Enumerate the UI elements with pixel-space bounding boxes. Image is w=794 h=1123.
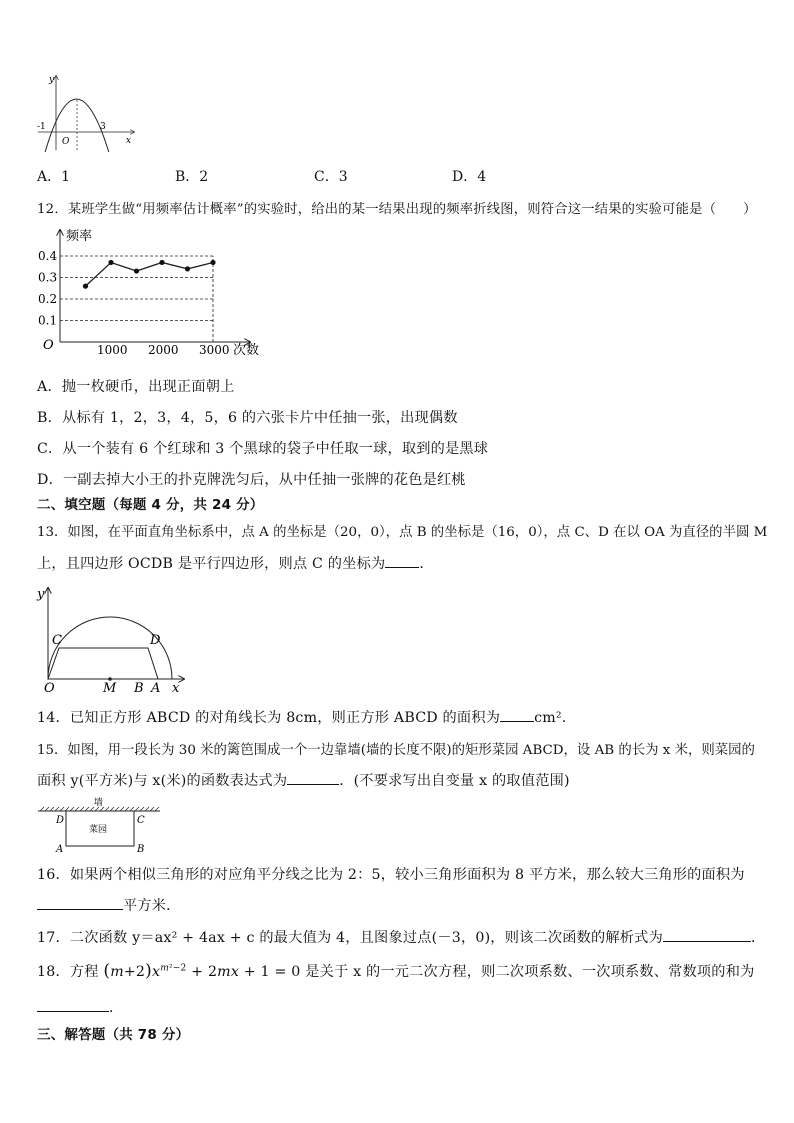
q13-parallelogram: [48, 648, 158, 679]
q15-wall-label: 墙: [94, 798, 104, 808]
q13-point-m-label: M: [103, 681, 117, 696]
q13-line2: [37, 553, 434, 573]
q12-data-point: [159, 260, 164, 265]
q17-line: [37, 927, 765, 947]
q13-origin-label: O: [44, 681, 55, 696]
q18-tail: ．: [109, 1000, 124, 1016]
q11-option-c: C．3: [314, 169, 348, 185]
q13-point-d-label: D: [150, 633, 161, 648]
q12-data-point: [210, 260, 215, 265]
q18-post: 是关于 x 的一元二次方程，则二次项系数、一次项系数、常数项的和为: [305, 964, 755, 980]
q12-x-axis-label: 次数: [233, 343, 260, 358]
q11-origin-label: O: [62, 137, 70, 147]
q11-option-d: D．4: [452, 169, 487, 185]
q11-neg1-label: -1: [37, 122, 46, 132]
q12-data-point: [108, 260, 113, 265]
q14-unit: cm²．: [534, 710, 577, 726]
section-3-heading: 三、解答题（共 78 分）: [37, 1027, 190, 1043]
q18-pre: 18．方程: [37, 964, 99, 980]
q15-garden-figure: [36, 796, 164, 854]
q12-option-d: D．一副去掉大小王的扑克牌洗匀后，从中任抽一张牌的花色是红桃: [37, 472, 466, 488]
q12-xtick-label: 2000: [148, 343, 179, 357]
q12-origin-label: O: [43, 338, 54, 353]
q12-ytick-label: 0.3: [38, 270, 58, 285]
q13-line2-text: 上，且四边形 OCDB 是平行四边形，则点 C 的坐标为: [37, 556, 386, 572]
q12-xtick-label: 3000: [199, 343, 230, 357]
q12-data-point: [134, 268, 139, 273]
q12-data-point: [83, 284, 88, 289]
q12-stem: 12．某班学生做“用频率估计概率”的实验时，给出的某一结果出现的频率折线图，则符合这一结果的实验可能是（ ）: [37, 202, 757, 217]
q14-text: 14．已知正方形 ABCD 的对角线长为 8cm，则正方形 ABCD 的面积为: [37, 710, 501, 726]
q11-option-b: B．2: [175, 169, 209, 185]
q12-frequency-chart: [36, 226, 276, 360]
q17-answer-blank[interactable]: [663, 941, 751, 942]
q15-answer-blank[interactable]: [287, 784, 339, 785]
q12-option-a: A．抛一枚硬币，出现正面朝上: [37, 379, 235, 395]
q11-x-label: x: [126, 136, 132, 146]
q13-answer-blank[interactable]: [385, 567, 419, 568]
q12-y-axis-label: 频率: [66, 229, 93, 244]
q15-line1: 15．如图，用一段长为 30 米的篱笆围成一个一边靠墙(墙的长度不限)的矩形菜园 ABCD，设 AB 的长为 x 米，则菜园的: [37, 743, 755, 758]
q13-point-c-label: C: [52, 633, 62, 648]
q13-tail: ．: [419, 556, 434, 572]
q15-line2-text: 面积 y(平方米)与 x(米)的函数表达式为: [37, 773, 288, 789]
q11-parabola-graph: [36, 72, 140, 152]
q13-point-a-label: A: [151, 681, 161, 696]
q15-point-c-label: C: [137, 815, 145, 826]
q11-three-label: 3: [100, 122, 106, 132]
q14-answer-blank[interactable]: [500, 721, 534, 722]
q13-semicircle-figure: [34, 584, 194, 696]
q13-point-b-label: B: [134, 681, 144, 696]
q18-line: [37, 961, 754, 981]
q17-text: 17．二次函数 y＝ax² + 4ax + c 的最大值为 4，且图象过点(－3，0)，则该二次函数的解析式为: [37, 930, 663, 946]
q18-equation: $(m+2)x^{m^2-2} + 2mx + 1 = 0$: [103, 961, 306, 981]
q11-y-label: y: [49, 75, 55, 85]
q15-line2-tail: ．(不要求写出自变量 x 的取值范围): [339, 773, 570, 789]
q18-line2: [37, 997, 123, 1017]
q15-point-d-label: D: [56, 815, 65, 826]
q14-line: [37, 707, 576, 727]
q12-ytick-label: 0.4: [38, 249, 58, 263]
q18-answer-blank[interactable]: [37, 1011, 109, 1012]
q12-frequency-line: [86, 262, 214, 286]
q12-option-c: C．从一个装有 6 个红球和 3 个黑球的袋子中任取一球，取到的是黑球: [37, 441, 489, 457]
q15-point-a-label: A: [56, 844, 64, 854]
q15-line2: [37, 770, 570, 790]
q16-line2: [37, 895, 181, 915]
q12-ytick-label: 0.2: [38, 292, 58, 306]
q12-option-b: B．从标有 1，2，3，4，5，6 的六张卡片中任抽一张，出现偶数: [37, 410, 458, 426]
q12-xtick-label: 1000: [97, 343, 128, 357]
q11-option-a: A．1: [37, 169, 71, 185]
q12-ytick-label: 0.1: [38, 313, 58, 328]
q12-data-point: [185, 266, 190, 271]
q13-line1: 13．如图，在平面直角坐标系中，点 A 的坐标是（20，0），点 B 的坐标是（16，0），点 C、D 在以 OA 为直径的半圆 M: [37, 525, 768, 540]
q17-tail: ．: [750, 930, 766, 946]
q15-garden-label: 菜园: [89, 825, 108, 835]
q15-point-b-label: B: [137, 844, 145, 854]
section-2-heading: 二、填空题（每题 4 分，共 24 分）: [37, 497, 264, 513]
q13-x-label: x: [172, 681, 180, 696]
q16-line1: 16．如果两个相似三角形的对应角平分线之比为 2：5，较小三角形面积为 8 平方米，那么较大三角形的面积为: [37, 867, 745, 883]
q13-y-label: y: [37, 587, 45, 602]
q16-answer-blank[interactable]: [37, 909, 123, 910]
q16-unit: 平方米．: [123, 898, 181, 914]
